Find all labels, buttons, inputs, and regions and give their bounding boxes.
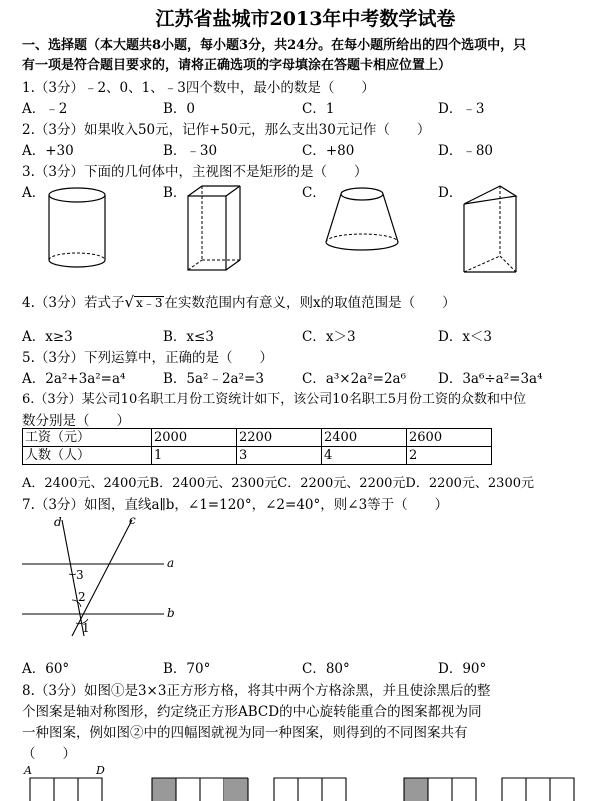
section-heading-line2: 有一项是符合题目要求的，请将正确选项的字母填涂在答题卡相应位置上） (22, 58, 452, 73)
table-cell: 人数（人） (23, 447, 152, 465)
page-title: 江苏省盐城市2013年中考数学试卷 (155, 8, 456, 30)
q4-option-a: A．x≥3 (22, 329, 73, 345)
label-d: d (54, 515, 62, 529)
label-angle-3: 3 (76, 568, 84, 582)
label-angle-2: 2 (78, 590, 86, 604)
q2-option-d: D．﹣80 (438, 143, 494, 159)
table-cell: 工资（元） (23, 429, 152, 447)
wage-table (22, 428, 492, 465)
question-3-stem: 3.（3分）下面的几何体中，主视图不是矩形的是（ ） (22, 164, 368, 180)
table-row (23, 429, 492, 447)
table-cell: 2 (407, 447, 492, 465)
question-8-stem-line3: 一种图案，例如图②中的四幅图就视为同一种图案，则得到的不同图案共有 (22, 725, 468, 741)
question-2-stem: 2.（3分）如果收入50元，记作+50元，那么支出30元记作（ ） (22, 122, 431, 138)
table-row (23, 447, 492, 465)
table-cell: 2200 (237, 429, 322, 447)
q3-option-a: A． (22, 185, 46, 201)
cuboid-figure (186, 184, 246, 276)
table-cell: 2600 (407, 429, 492, 447)
q5-option-a: A．2a²+3a²=a⁴ (22, 371, 126, 387)
triangular-prism-figure (460, 184, 520, 278)
q4-option-b: B．x≤3 (163, 329, 214, 345)
q1-option-c: C．1 (302, 101, 335, 117)
question-6-stem-line1: 6.（3分）某公司10名职工月份工资统计如下，该公司10名职工5月份工资的众数和中位 (22, 392, 527, 407)
q3-option-d: D． (438, 185, 463, 201)
question-4-stem: 4.（3分）若式子√ x﹣3 在实数范围内有意义，则x的取值范围是（ ） (22, 293, 456, 311)
q1-option-b: B．0 (163, 101, 196, 117)
question-8-stem-line4: （ ） (22, 746, 76, 762)
q7-option-c: C．80° (302, 661, 350, 677)
cylinder-figure (44, 186, 110, 272)
q3-option-b: B． (163, 185, 187, 201)
question-8-stem-line2: 个图案是轴对称图形，约定绕正方形ABCD的中心旋转能重合的图案都视为同 (22, 704, 482, 720)
table-cell: 2400 (322, 429, 407, 447)
question-5-stem: 5.（3分）下列运算中，正确的是（ ） (22, 350, 273, 366)
question-7-stem: 7.（3分）如图，直线a∥b，∠1=120°，∠2=40°，则∠3等于（ ） (22, 497, 449, 513)
q7-option-a: A．60° (22, 661, 70, 677)
parallel-lines-figure (22, 512, 182, 642)
table-cell: 3 (237, 447, 322, 465)
label-angle-1: 1 (82, 621, 90, 635)
q2-option-a: A．+30 (22, 143, 74, 159)
table-cell: 2000 (152, 429, 237, 447)
q4-radicand: x﹣3 (136, 296, 163, 310)
q5-option-b: B．5a²﹣2a²=3 (163, 371, 264, 387)
q6-options: A．2400元、2400元B．2400元、2300元C．2200元、2200元D．2200元、2300元 (22, 476, 534, 491)
label-D: D (96, 764, 105, 777)
label-a: a (167, 556, 175, 570)
q1-option-d: D．﹣3 (438, 101, 485, 117)
q7-option-d: D．90° (438, 661, 487, 677)
label-A: A (24, 764, 32, 777)
q2-option-c: C．+80 (302, 143, 355, 159)
q2-option-b: B．﹣30 (163, 143, 218, 159)
label-c: c (129, 513, 136, 527)
frustum-figure (322, 184, 402, 256)
q4-option-c: C．x＞3 (302, 329, 356, 345)
q5-option-d: D．3a⁶÷a²=3a⁴ (438, 371, 543, 387)
q4-stem-before: 4.（3分）若式子 (22, 295, 125, 311)
q4-option-d: D．x＜3 (438, 329, 493, 345)
q3-option-c: C． (302, 185, 326, 201)
label-b: b (167, 606, 175, 620)
question-1-stem: 1.（3分）﹣2、0、1、﹣3四个数中，最小的数是（ ） (22, 80, 375, 96)
q5-option-c: C．a³×2a²=2a⁶ (302, 371, 407, 387)
q7-option-b: B．70° (163, 661, 211, 677)
q1-option-a: A．﹣2 (22, 101, 68, 117)
table-cell: 1 (152, 447, 237, 465)
question-8-stem-line1: 8.（3分）如图①是3×3正方形方格，将其中两个方格涂黑，并且使涂黑后的整 (22, 683, 491, 699)
section-heading-line1: 一、选择题（本大题共8小题，每小题3分，共24分。在每小题所给出的四个选项中，只 (22, 38, 527, 53)
table-cell: 4 (322, 447, 407, 465)
q4-stem-after: 在实数范围内有意义，则x的取值范围是（ ） (164, 295, 456, 311)
question-6-stem-line2: 数分别是（ ） (22, 413, 130, 429)
grid-figures (22, 762, 592, 801)
